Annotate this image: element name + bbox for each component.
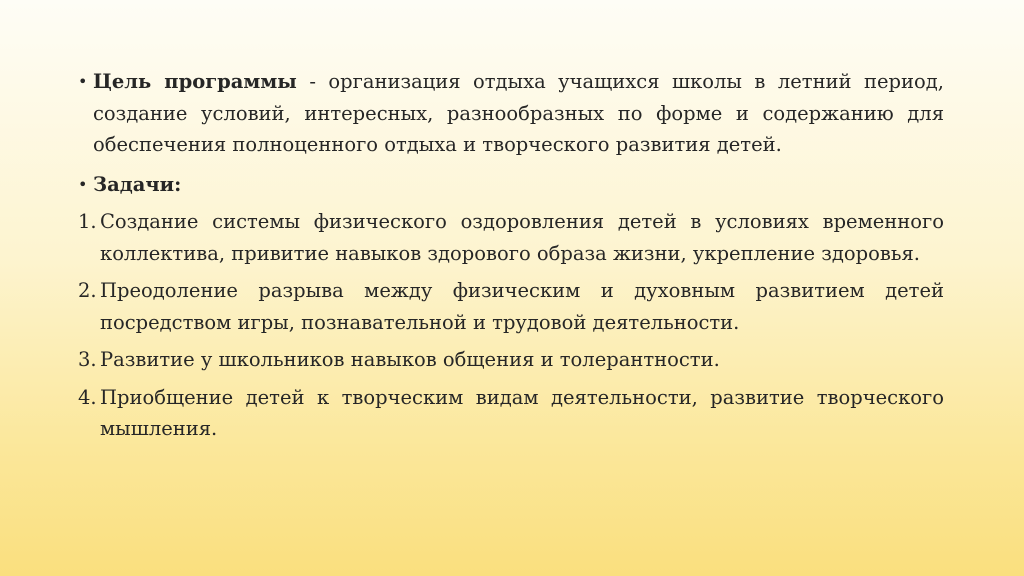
task-item-2 (78, 275, 944, 338)
tasks-label: Задачи: (93, 172, 182, 196)
task-number: 4. (78, 385, 97, 409)
bullet-marker: • (78, 72, 88, 91)
task-text: Преодоление разрыва между физическим и духовным развитием детей посредством игры, познавательной и трудовой деятельности. (100, 279, 944, 334)
task-number: 1. (78, 210, 97, 233)
task-item-4 (78, 382, 944, 445)
goal-label: Цель программы (93, 70, 297, 93)
task-text: Создание системы физического оздоровления детей в условиях временного коллектива, привитие навыков здорового образа жизни, укрепление здоровья. (100, 210, 944, 265)
task-item-1 (78, 206, 944, 269)
bullet-marker: • (78, 174, 88, 194)
task-text: Приобщение детей к творческим видам деятельности, развитие творческого мышления. (100, 385, 944, 440)
goal-paragraph (78, 66, 944, 161)
task-text: Развитие у школьников навыков общения и толерантности. (100, 348, 720, 371)
tasks-heading (78, 169, 944, 201)
slide-content (78, 66, 944, 445)
task-item-3 (78, 344, 944, 376)
goal-text: - организация отдыха учащихся школы в летний период, создание условий, интересных, разнообразных по форме и содержанию для обеспечения полноценного отдыха и творческого развития детей. (93, 70, 944, 156)
task-number: 2. (78, 279, 97, 302)
task-number: 3. (78, 348, 97, 371)
